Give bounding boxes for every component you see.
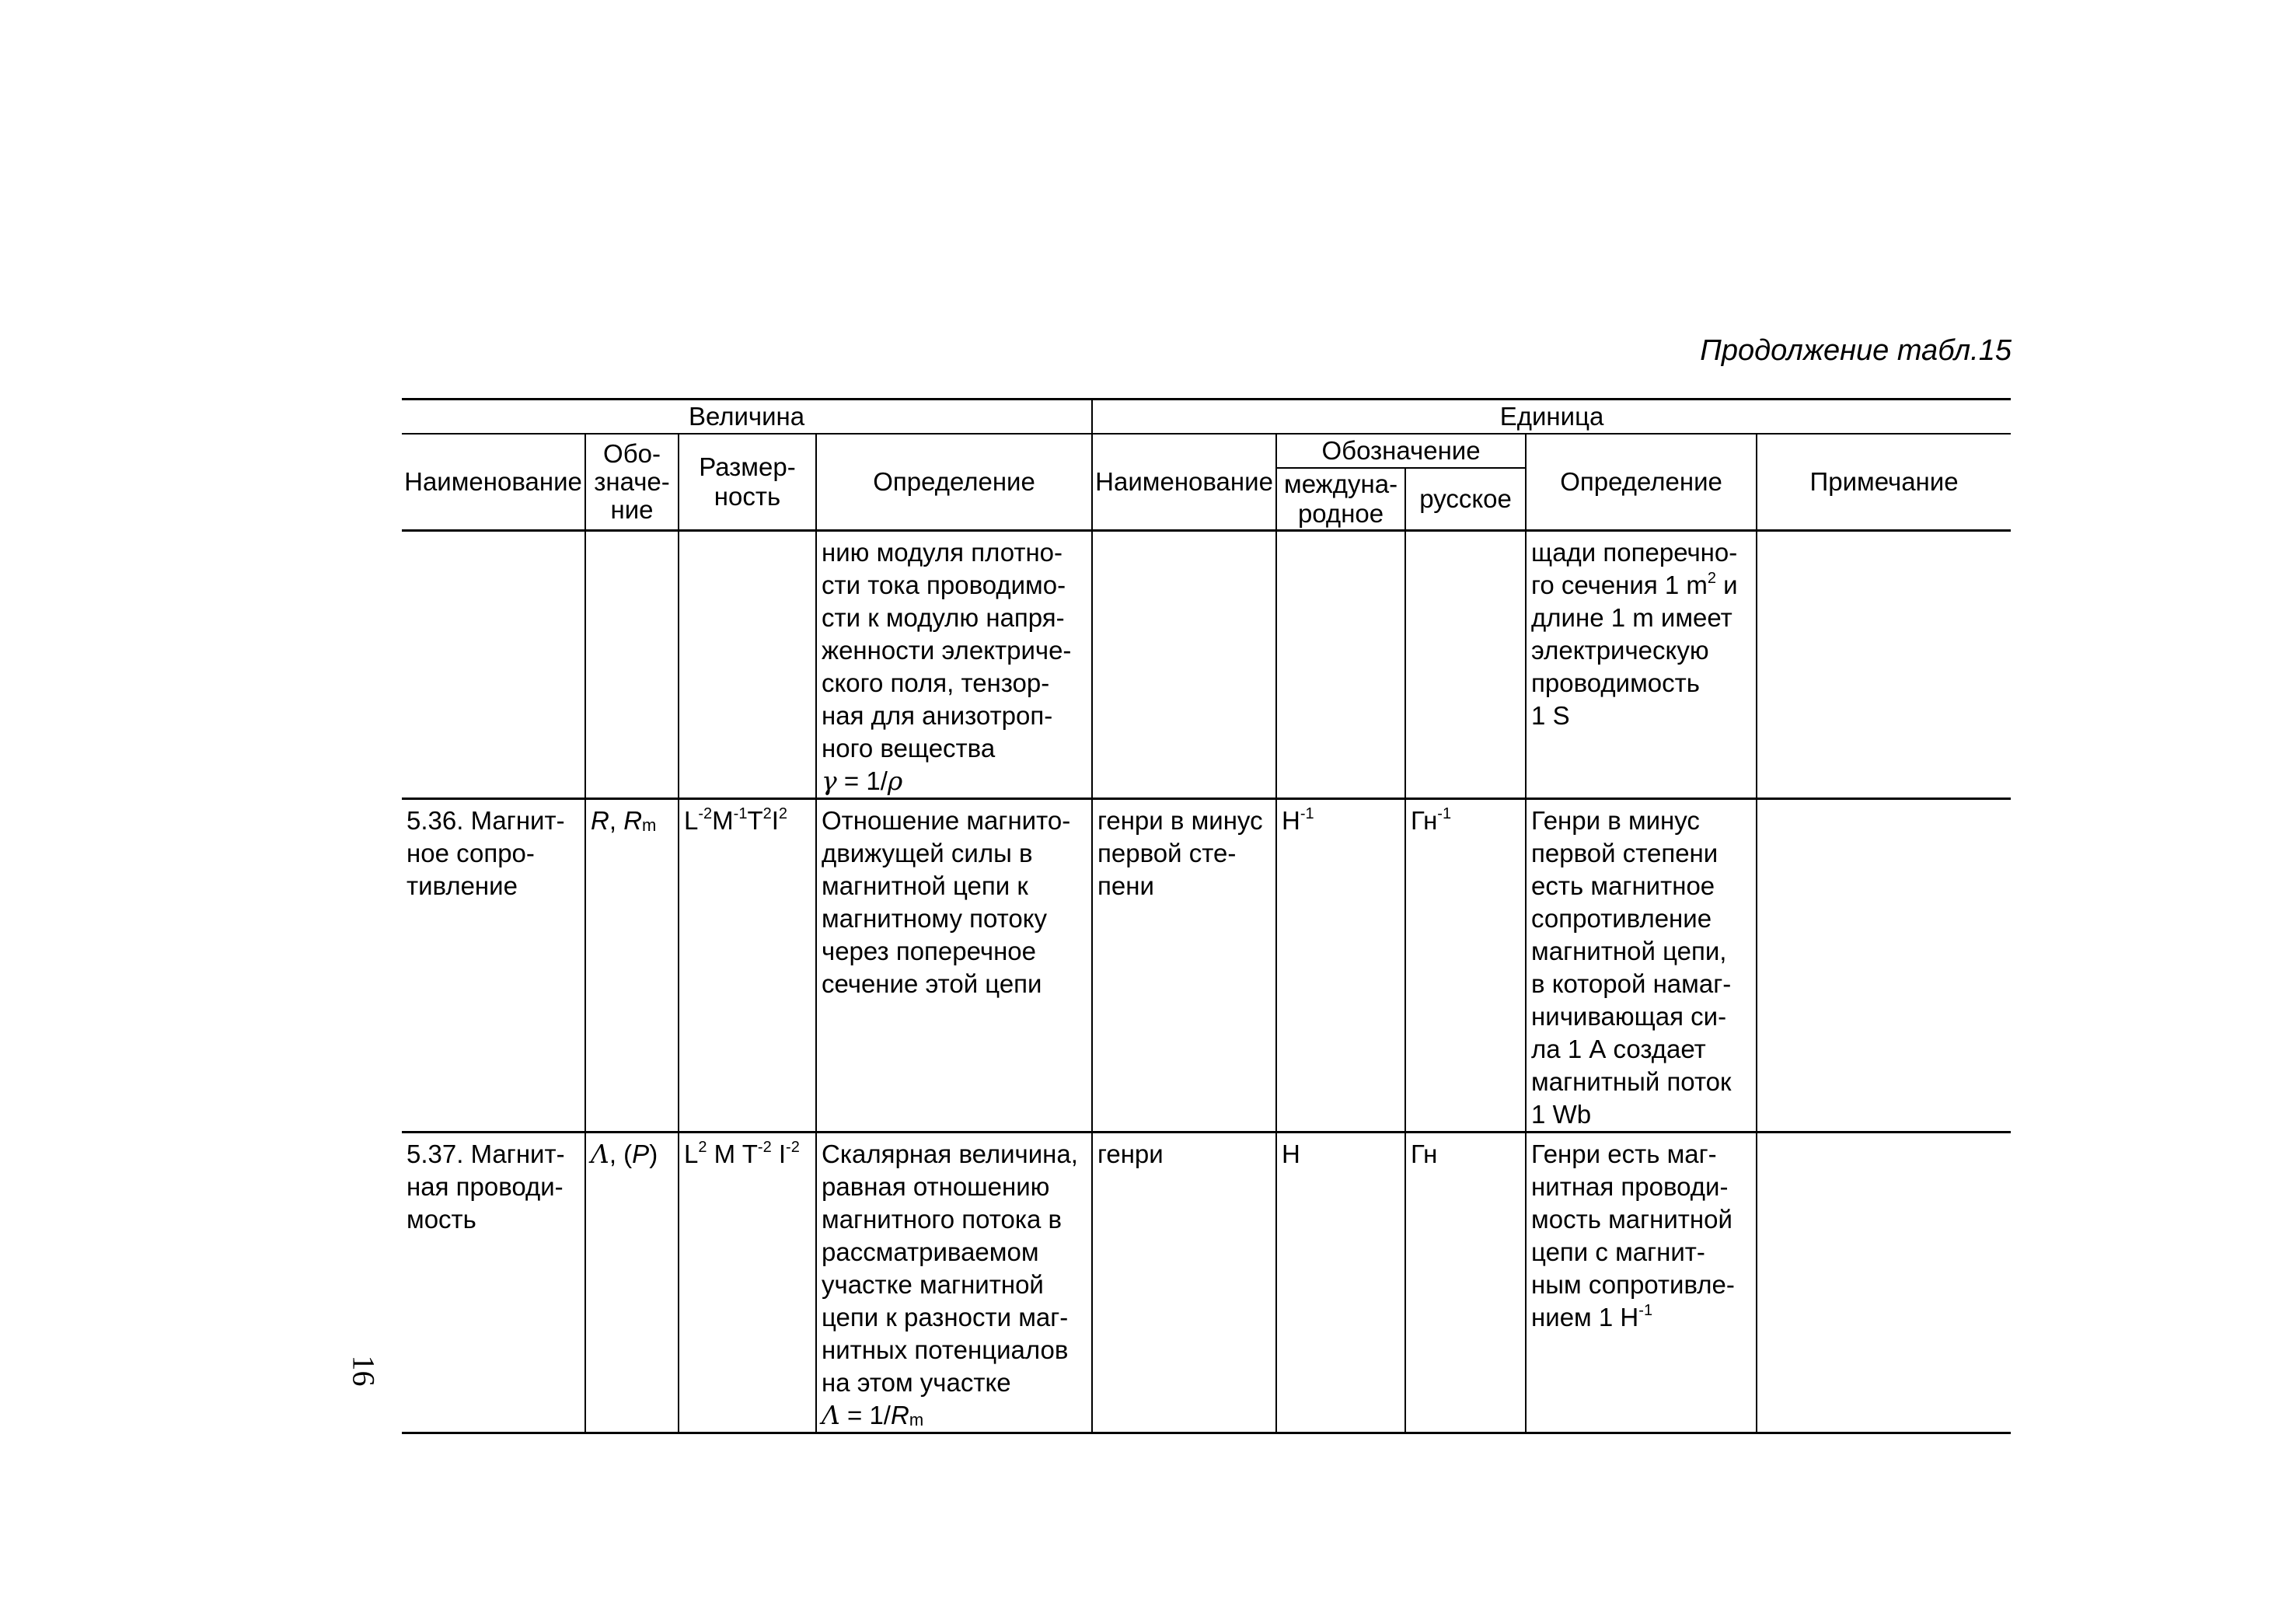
header-note: Примечание [1757,434,2011,530]
header-designation: Обозначение [1276,434,1526,468]
cell-international: H [1276,1132,1405,1433]
cell-definition [816,530,1092,798]
units-table [402,398,2011,1434]
header-unit-name: Наименование [1092,434,1276,530]
definition-text: нию модуля плотно- сти тока проводимо- сти к модулю напря- женности электриче- ского поля, тензор- ная для анизотроп- ного вещества [822,537,1072,763]
header-symbol: Обо- значе- ние [585,434,679,530]
cell-unit-name [1092,530,1276,798]
cell-name: 5.36. Магнит- ное сопро- тивление [402,798,585,1132]
cell-note [1757,798,2011,1132]
header-name: Наименование [402,434,585,530]
header-unit-definition: Определение [1526,434,1757,530]
table-row [402,1132,2011,1433]
header-unit-group: Единица [1092,400,2011,435]
cell-dimension: $L^2$ M $T^{-2}$ $I^{-2}$ [679,1132,816,1433]
cell-symbol: Λ, (P) [585,1132,679,1433]
definition-formula: $\Lambda = 1/R_m$ [822,1399,924,1430]
cell-russian [1405,530,1526,798]
cell-russian: $Гн^{-1}$ [1405,798,1526,1132]
header-definition: Определение [816,434,1092,530]
table-continuation-caption: Продолжение табл.15 [1700,334,2012,367]
cell-unit-name: генри в минус первой сте- пени [1092,798,1276,1132]
cell-symbol [585,530,679,798]
cell-unit-definition: Генри есть маг- нитная проводи- мость магнитной цепи с магнит- ным сопротивле- нием 1 $H^{-1}$ [1526,1132,1757,1433]
cell-dimension: $L^{-2}M^{-1}T^2I^2$ [679,798,816,1132]
header-dimension: Размер- ность [679,434,816,530]
cell-definition [816,1132,1092,1433]
cell-name: 5.37. Магнит- ная проводи- мость [402,1132,585,1433]
cell-international [1276,530,1405,798]
cell-unit-name: генри [1092,1132,1276,1433]
cell-note [1757,530,2011,798]
cell-unit-definition: щади поперечно- го сечения 1 $m^2$ и длине 1 m имеет электрическую проводимость 1 S [1526,530,1757,798]
header-russian: русское [1405,468,1526,530]
header-quantity-group: Величина [402,400,1092,435]
cell-definition: Отношение магнито- движущей силы в магнитной цепи к магнитному потоку через поперечное сечение этой цепи [816,798,1092,1132]
cell-russian: Гн [1405,1132,1526,1433]
definition-text: Скалярная величина, равная отношению магнитного потока в рассматриваемом участке магнитной цепи к разности маг- нитных потенциалов на этом участке [822,1139,1078,1397]
cell-international: $H^{-1}$ [1276,798,1405,1132]
cell-unit-definition: Генри в минус первой степени есть магнитное сопротивление магнитной цепи, в которой намаг- ничивающая си- ла 1 А создает магнитный поток 1 Wb [1526,798,1757,1132]
cell-name [402,530,585,798]
cell-dimension [679,530,816,798]
page-number: 16 [346,1355,382,1387]
definition-formula: γ = 1/ρ [822,765,903,796]
cell-symbol: R, $R_m$ [585,798,679,1132]
header-international: междуна- родное [1276,468,1405,530]
cell-note [1757,1132,2011,1433]
table-row [402,798,2011,1132]
table-row [402,530,2011,798]
